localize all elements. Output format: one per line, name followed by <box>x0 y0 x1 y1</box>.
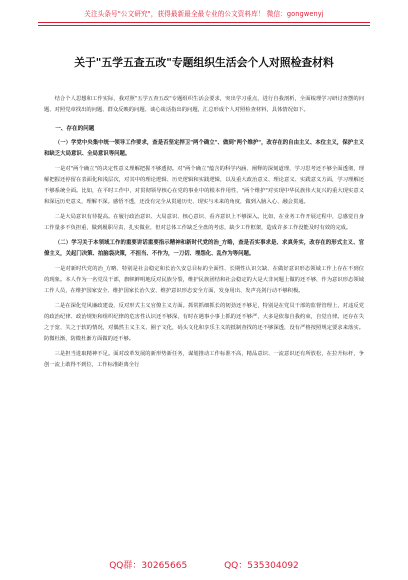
subsection-heading-2: （二）学习关于本领域工作的重要讲话重要指示精神和新时代党的治_方略，查是否实事求是、求真务实，改存在的形式主义、官僚主义，关起门决策、拍脑袋决策，不担当、不作为，一刀切、埋怨化、乱作为等问题。 <box>44 240 364 257</box>
header-divider-top <box>38 22 370 23</box>
footer-contact <box>0 558 408 571</box>
footer-qq: QQ：535304092 <box>224 561 299 571</box>
document-body <box>44 94 364 371</box>
subsection-heading-1: （一）学党中央集中统一领导工作要求，查是否坚定捍卫"两个确立"、做到"两个维护"，改存在的自由主义、本位主义，保护主义和缺乏大局意识、全局意识等问题。 <box>44 140 364 157</box>
paragraph-2: 二是大局意识有待提高。在履行政治意识、大局意识、核心意识、看齐意识上不够深入。比如，在业务工作开展过程中，总感觉自身工作量多不负担重，做到履职尽责，扎实做业，但对总体工作缺乏全盘的考虑，缺少工作框架，造成许多工作没能及时有效的完成。 <box>44 214 364 231</box>
intro-paragraph: 结合个人思想和工作实际，我对照"五学五查五改"专题组织生活会要求，突出学习重点，进行自我剖析，全面梳理学习研讨查摆的问题、对照党章找出的问题、群众反映的问题、谈心谈话指出的问题，汇总形成个人对照检查材料，具体情况如下。 <box>44 96 364 113</box>
document-title: 关于"五学五查五改"专题组织生活会个人对照检查材料 <box>74 56 334 69</box>
paragraph-5: 三是担当进取精神不足。面对改革发展的新形势新任务，谋划推动工作标准不高，精品意识、一流意识还有所放松，在拉升标杆，争创一流上敢得不到位，工作标准距离全行 <box>44 351 364 368</box>
header-banner: 关注头条号"公文研究"，获得最新最全最专业的公文资料库！ 微信：gongwenyj <box>84 10 324 18</box>
paragraph-1: 一是对"两个确立"的决定性意义理解把握不够透彻。对"两个确立"蕴含的科学内涵、阐释的深刻道理，学习思考还不够全面透彻，理解把握还停留在表面化和浅层次，对其中的理论逻辑、历史逻辑和实践逻辑，以及重大政治意义、理论意义、实践意义方面，学习理解还不够系统全面。比如，在平时工作中，对贯彻领导核心在党的事业中的根本作用性，"两个维护"对实现中华民族伟大复兴的重大现实意义和深远历史意义，理解不深。感悟不透，还没有完全从贯通历史、现实与未来的角度，做到入脑入心、融会贯通。 <box>44 166 364 205</box>
footer-qq-group: QQ群：30265665 <box>109 561 188 571</box>
paragraph-3: 一是对新时代党的治_方略、特别是社会稳定和长治久安总目标的全面性、长期性认识欠缺、在做好意识形态领域工作上存在不到位的现象。本人作为一名党员干部，旗帜鲜明地反对民族分裂，维护民族团结和社会稳定的大是大非问题上做的还不够，作为意识形态领域工作人员，在维护国家安全、维护国家长治久安、维护意识形态安全方面，发身用出、发声亮剑行动不够积极。 <box>44 266 364 294</box>
section-heading-problems: 一、存在的问题 <box>55 126 95 132</box>
paragraph-4: 二是在深化党风廉政建设、反对形式主义官僚主义方面。抓常抓细抓长的韧劲还不够足，特别是在党员干部的监督管理上，对违反党的政治纪律、政治规矩和组织纪律的危害性认识还不够深，有时在遇事小事上抓的还不够严，大多是依靠自我约束，自觉自律。还存在失之于宽、失之于软的情况，对偶然主义主义、圈子文化，码头文化和享乐主义的抵制查找的还不够深透，没有严格按照规定要求来落实。防微杜渐，防微杜渐方面做的还不够。 <box>44 303 364 342</box>
header-divider-bottom <box>38 25 370 26</box>
